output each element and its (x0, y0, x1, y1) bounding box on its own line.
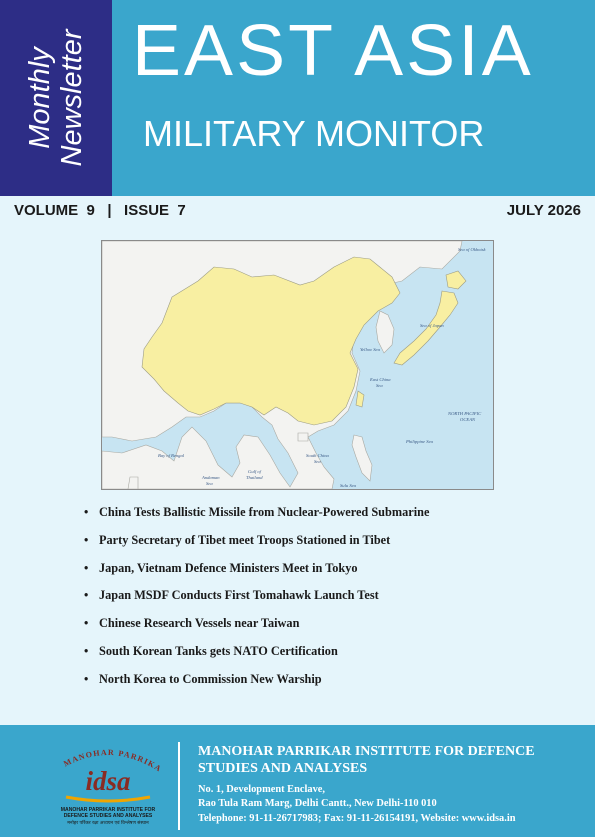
east-asia-map (101, 240, 494, 490)
map-svg (102, 241, 493, 489)
volume-issue: VOLUME 9 | ISSUE 7 (14, 202, 186, 219)
label-sea-of-okhotsk: Sea of Okhotsk (458, 247, 486, 252)
headline-text: Japan MSDF Conducts First Tomahawk Launch Test (99, 588, 379, 603)
headline-item (84, 533, 554, 561)
japan-highlight (394, 291, 458, 365)
label-south-china-sea-1: South China (306, 453, 329, 458)
headline-item (84, 672, 554, 700)
label-sea-of-japan: Sea of Japan (420, 323, 444, 328)
bullet-icon: • (84, 560, 89, 575)
bullet-icon: • (84, 532, 89, 547)
headline-text: Japan, Vietnam Defence Ministers Meet in Tokyo (99, 560, 358, 575)
contact-line: Telephone: 91-11-26717983; Fax: 91-11-26154191, Website: www.idsa.in (198, 812, 516, 824)
taiwan-highlight (356, 391, 364, 407)
label-gulf-thailand-1: Gulf of (248, 469, 261, 474)
label-andaman-sea-1: Andaman (202, 475, 220, 480)
footer-divider (178, 742, 180, 830)
label-east-china-sea-2: Sea (376, 383, 383, 388)
newsletter-label (24, 3, 88, 193)
philippines-land (352, 435, 372, 481)
idsa-logo-svg (44, 737, 172, 832)
logo-caption-hindi: मनोहर पर्रिकर रक्षा अध्ययन एवं विश्लेषण संस्थान (67, 821, 149, 826)
headline-list (84, 505, 554, 700)
footer (0, 725, 595, 837)
headline-text: China Tests Ballistic Missile from Nuclear-Powered Submarine (99, 505, 430, 519)
label-andaman-sea-2: Sea (206, 481, 213, 486)
headline-text: North Korea to Commission New Warship (99, 671, 322, 686)
monthly-label: Monthly (24, 47, 56, 149)
masthead-subtitle: MILITARY MONITOR (143, 113, 485, 154)
headline-text: Party Secretary of Tibet meet Troops Stationed in Tibet (99, 532, 391, 547)
bullet-icon: • (84, 616, 89, 631)
issue-bar (14, 200, 581, 222)
hainan-land (298, 433, 308, 441)
label-east-china-sea-1: East China (370, 377, 391, 382)
label-philippine-sea: Philippine Sea (406, 439, 433, 444)
institute-line-1: MANOHAR PARRIKAR INSTITUTE FOR DEFENCE (198, 744, 535, 759)
bullet-icon: • (84, 643, 89, 658)
hokkaido-highlight (446, 271, 466, 289)
bullet-icon: • (84, 588, 89, 603)
logo-caption-2: DEFENCE STUDIES AND ANALYSES (63, 813, 153, 819)
label-sulu-sea: Sulu Sea (340, 483, 356, 488)
masthead-side-panel (0, 0, 112, 196)
headline-text: South Korean Tanks gets NATO Certification (99, 643, 338, 658)
headline-text: Chinese Research Vessels near Taiwan (99, 616, 300, 631)
headline-item (84, 561, 554, 589)
idsa-logo (44, 737, 172, 832)
address-line-2: Rao Tula Ram Marg, Delhi Cantt., New Delhi-110 010 (198, 798, 437, 810)
label-north-pacific-1: NORTH PACIFIC (448, 411, 482, 416)
headline-item (84, 616, 554, 644)
logo-caption-1: MANOHAR PARRIKAR INSTITUTE FOR (60, 807, 156, 813)
institute-address (198, 783, 593, 826)
institute-name (198, 743, 588, 777)
label-south-china-sea-2: Sea (314, 459, 321, 464)
headline-item (84, 588, 554, 616)
logo-swoosh (66, 797, 150, 801)
bullet-icon: • (84, 505, 89, 519)
newsletter-word: Newsletter (56, 29, 88, 167)
bullet-icon: • (84, 671, 89, 686)
masthead-title: EAST ASIA (132, 11, 534, 91)
logo-main-text: idsa (85, 766, 131, 796)
headline-item (84, 644, 554, 672)
address-line-1: No. 1, Development Enclave, (198, 784, 325, 795)
institute-line-2: STUDIES AND ANALYSES (198, 761, 368, 776)
issue-date: JULY 2026 (506, 202, 581, 219)
label-north-pacific-2: OCEAN (460, 417, 476, 422)
label-yellow-sea: Yellow Sea (360, 347, 380, 352)
logo-arc-text: MANOHAR PARRIKA (62, 747, 164, 774)
label-gulf-thailand-2: Thailand (246, 475, 263, 480)
masthead (0, 0, 595, 196)
label-bay-of-bengal: Bay of Bengal (158, 453, 185, 458)
headline-item (84, 505, 554, 533)
srilanka-land (128, 477, 138, 489)
